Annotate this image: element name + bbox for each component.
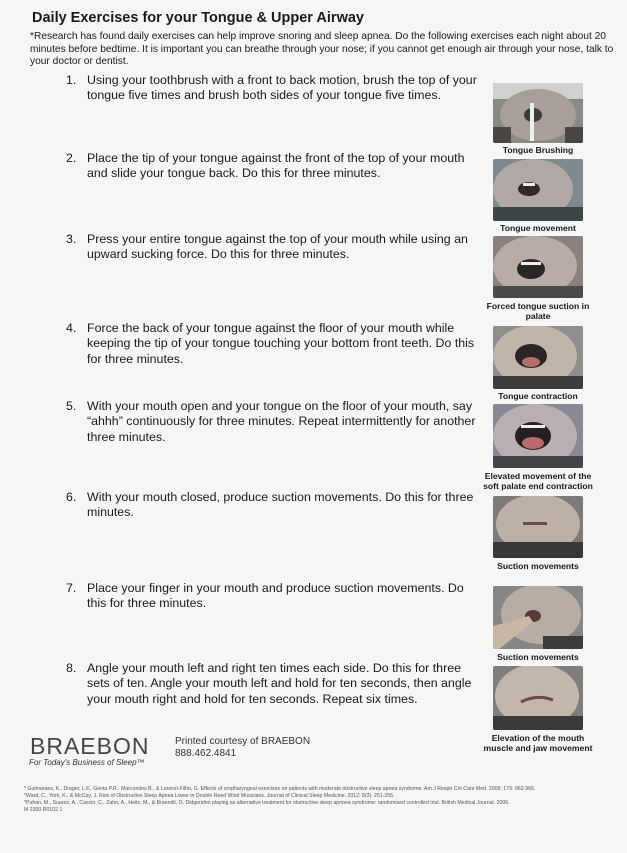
exercise-item-2 bbox=[66, 151, 478, 182]
exercise-photo-8 bbox=[493, 666, 583, 730]
exercise-number: 7. bbox=[66, 581, 77, 595]
exercise-item-7 bbox=[66, 581, 478, 612]
exercise-caption-8: Elevation of the mouth muscle and jaw movement bbox=[483, 733, 593, 754]
exercise-photo-2 bbox=[493, 159, 583, 221]
exercise-number: 2. bbox=[66, 151, 77, 165]
exercise-number: 1. bbox=[66, 73, 77, 87]
exercise-caption-3: Forced tongue suction in palate bbox=[486, 301, 590, 322]
exercise-text: Place your finger in your mouth and produce suction movements. Do this for three minutes. bbox=[87, 581, 464, 611]
exercise-text: Force the back of your tongue against the floor of your mouth while keeping the tip of your tongue touching your bottom front teeth. Do this for three minutes. bbox=[87, 321, 475, 366]
exercise-photo-6 bbox=[493, 496, 583, 558]
reference-1: * Guimaraes, K., Drager, L.F., Genta P.R., Marcondes B., & Lorenzi-Filho, G. Effects of oropharyngeal exercises on patients with moderate obstructive sleep apnea syndrome. Am J Respir Crit Care Med. 2009; 179: 962-966. bbox=[24, 786, 536, 792]
page-title: Daily Exercises for your Tongue & Upper Airway bbox=[32, 10, 364, 26]
exercise-caption-5: Elevated movement of the soft palate end contraction bbox=[483, 471, 593, 492]
logo-tagline: For Today's Business of Sleep™ bbox=[29, 758, 145, 767]
exercise-item-1 bbox=[66, 73, 478, 104]
exercise-photo-1 bbox=[493, 83, 583, 143]
courtesy-text: Printed courtesy of BRAEBON bbox=[175, 736, 311, 747]
exercise-caption-7: Suction movements bbox=[497, 652, 579, 662]
exercise-number: 8. bbox=[66, 661, 77, 675]
intro-text: *Research has found daily exercises can help improve snoring and sleep apnea. Do the following exercises each night about 20 minutes before bedtime. It is important you can breathe through your nose; if you cannot get enough air through your nose, talk to your doctor or dentist. bbox=[30, 31, 614, 68]
exercise-text: With your mouth closed, produce suction movements. Do this for three minutes. bbox=[87, 490, 474, 520]
exercise-item-4 bbox=[66, 321, 478, 367]
exercise-photo-5 bbox=[493, 404, 583, 468]
exercise-item-3 bbox=[66, 232, 478, 263]
exercise-number: 4. bbox=[66, 321, 77, 335]
exercise-photo-4 bbox=[493, 326, 583, 389]
exercise-caption-4: Tongue contraction bbox=[498, 391, 578, 401]
exercise-number: 3. bbox=[66, 232, 77, 246]
exercise-photo-3 bbox=[493, 236, 583, 298]
exercise-caption-6: Suction movements bbox=[497, 561, 579, 571]
exercise-text: With your mouth open and your tongue on the floor of your mouth, say “ahhh” continuously for three minutes. Repeat intermittently for another three minutes. bbox=[87, 399, 476, 444]
reference-4: M 2300 R0102.1 bbox=[24, 807, 63, 813]
exercise-photo-7 bbox=[493, 586, 583, 649]
reference-2: *Ward, C., York, K., & McCoy, J. Risk of Obstructive Sleep Apnea Lower in Double Reed Wind Musicians. Journal of Clinical Sleep Medicine. 2012; 8(3): 251-255. bbox=[24, 793, 395, 799]
exercise-item-8 bbox=[66, 661, 478, 707]
exercise-number: 5. bbox=[66, 399, 77, 413]
reference-3: *Puhan, M., Suarez, A., Cascio, C., Zahn, A., Heitz, M., & Braendli, O. Didgeridoo playing as alternative treatment for obstructive sleep apnoea syndrome: randomised controlled trial. British Medical Journal. 2006. bbox=[24, 800, 510, 806]
phone-number: 888.462.4841 bbox=[175, 748, 237, 759]
exercise-caption-2: Tongue movement bbox=[500, 223, 576, 233]
exercise-item-6 bbox=[66, 490, 478, 521]
exercise-text: Press your entire tongue against the top of your mouth while using an upward sucking force. Do this for three minutes. bbox=[87, 232, 468, 262]
exercise-text: Place the tip of your tongue against the front of the top of your mouth and slide your tongue back. Do this for three minutes. bbox=[87, 151, 465, 181]
exercise-text: Using your toothbrush with a front to back motion, brush the top of your tongue five times and brush both sides of your tongue five times. bbox=[87, 73, 477, 103]
braebon-logo: BRAEBON bbox=[30, 733, 150, 759]
exercise-caption-1: Tongue Brushing bbox=[502, 145, 574, 155]
exercise-text: Angle your mouth left and right ten times each side. Do this for three sets of ten. Angle your mouth left and hold for ten seconds, then angle your mouth right and hold for ten seconds. Repeat six times. bbox=[87, 661, 472, 706]
exercise-item-5 bbox=[66, 399, 478, 445]
exercise-number: 6. bbox=[66, 490, 77, 504]
